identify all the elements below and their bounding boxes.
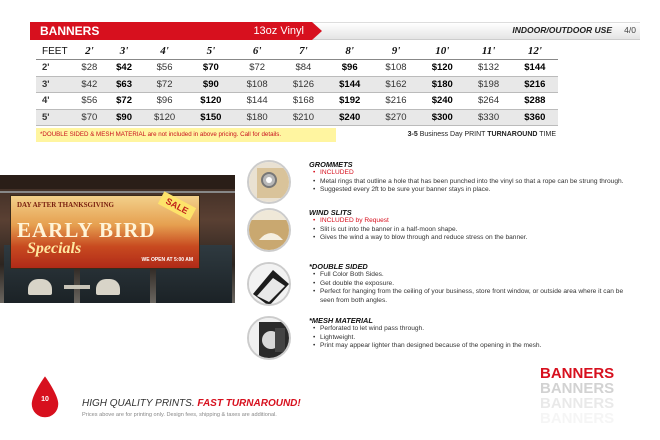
price-cell: $132 xyxy=(465,60,511,77)
feature-item: • Metal rings that outline a hole that has been punched into the vinyl so that a rope can be strung through. xyxy=(313,178,633,187)
price-cell: $72 xyxy=(107,93,142,110)
price-cell: $90 xyxy=(107,109,142,126)
row-height-label: 5' xyxy=(36,109,72,126)
column-header: 10' xyxy=(419,43,465,60)
banner-sale-tag: SALE xyxy=(158,191,196,220)
feature-list xyxy=(313,169,633,195)
price-cell: $72 xyxy=(234,60,280,77)
feature-item: • Slit is cut into the banner in a half-moon shape. xyxy=(313,226,633,235)
price-cell: $198 xyxy=(465,76,511,93)
feature-item: • Perfect for hanging from the ceiling of your business, store front window, or outside area where it can be seen from both angles. xyxy=(313,288,633,305)
price-cell: $56 xyxy=(141,60,187,77)
price-cell: $264 xyxy=(465,93,511,110)
price-cell: $162 xyxy=(373,76,419,93)
tagline xyxy=(82,398,301,409)
table-row xyxy=(36,60,558,77)
price-cell: $216 xyxy=(512,76,558,93)
sample-banner xyxy=(10,195,200,269)
header-title: BANNERS xyxy=(40,24,100,38)
price-cell: $96 xyxy=(327,60,373,77)
mesh-material-icon xyxy=(247,316,291,360)
price-cell: $42 xyxy=(107,60,142,77)
banner-line4: WE OPEN AT 5:00 AM xyxy=(141,257,193,263)
price-cell: $63 xyxy=(107,76,142,93)
feature-title: GROMMETS xyxy=(309,160,353,169)
turnaround-suffix: TIME xyxy=(537,131,556,138)
double-sided-icon xyxy=(247,262,291,306)
brand-reflection: BANNERS xyxy=(540,395,615,412)
column-header: 5' xyxy=(188,43,234,60)
price-cell: $216 xyxy=(373,93,419,110)
row-height-label: 4' xyxy=(36,93,72,110)
feature-list xyxy=(313,271,633,305)
price-cell: $70 xyxy=(72,109,107,126)
header-use: INDOOR/OUTDOOR USE xyxy=(512,25,612,35)
column-header: 4' xyxy=(141,43,187,60)
price-cell: $120 xyxy=(188,93,234,110)
price-cell: $180 xyxy=(234,109,280,126)
price-cell: $288 xyxy=(512,93,558,110)
banner-line2: EARLY BIRD xyxy=(17,218,156,242)
price-cell: $120 xyxy=(419,60,465,77)
feature-item: • Full Color Both Sides. xyxy=(313,271,633,280)
column-header: 3' xyxy=(107,43,142,60)
section-header xyxy=(30,22,640,40)
price-cell: $90 xyxy=(188,76,234,93)
table-row xyxy=(36,109,558,126)
chair xyxy=(28,279,52,295)
price-cell: $180 xyxy=(419,76,465,93)
storefront-photo xyxy=(0,175,235,303)
price-cell: $270 xyxy=(373,109,419,126)
grommet-icon xyxy=(247,160,291,204)
brand-text: BANNERS xyxy=(540,365,615,382)
price-cell: $360 xyxy=(512,109,558,126)
price-cell: $72 xyxy=(141,76,187,93)
row-height-label: 3' xyxy=(36,76,72,93)
page-number: 10 xyxy=(41,396,49,403)
column-header: 9' xyxy=(373,43,419,60)
feature-list xyxy=(313,217,633,243)
price-cell: $144 xyxy=(512,60,558,77)
price-cell: $108 xyxy=(373,60,419,77)
price-cell: $144 xyxy=(234,93,280,110)
brand-reflection: BANNERS xyxy=(540,410,615,427)
column-header: 7' xyxy=(280,43,326,60)
price-cell: $96 xyxy=(141,93,187,110)
cafe-table xyxy=(64,285,90,289)
price-cell: $210 xyxy=(280,109,326,126)
price-cell: $144 xyxy=(327,76,373,93)
price-table xyxy=(36,43,558,126)
price-cell: $84 xyxy=(280,60,326,77)
price-cell: $240 xyxy=(419,93,465,110)
column-header: 8' xyxy=(327,43,373,60)
chair xyxy=(96,279,120,295)
price-cell: $240 xyxy=(327,109,373,126)
banner-line3: Specials xyxy=(27,240,82,257)
header-arrow xyxy=(312,22,322,40)
table-header-row xyxy=(36,43,558,60)
disclaimer: Prices above are for printing only. Design fees, shipping & taxes are additional. xyxy=(82,412,277,418)
tagline-bold: FAST TURNAROUND! xyxy=(197,398,301,409)
feature-item: • Print may appear lighter than designed because of the opening in the mesh. xyxy=(313,342,633,351)
header-material: 13oz Vinyl xyxy=(253,25,304,37)
brand-logo xyxy=(540,366,614,426)
price-cell: $168 xyxy=(280,93,326,110)
awning xyxy=(0,175,235,189)
banner-rope xyxy=(0,191,235,193)
row-height-label: 2' xyxy=(36,60,72,77)
header-red-bar xyxy=(30,22,312,40)
column-header: FEET xyxy=(36,43,72,60)
feature-title: WIND SLITS xyxy=(309,208,352,217)
price-cell: $120 xyxy=(141,109,187,126)
feature-item: • Get double the exposure. xyxy=(313,280,633,289)
banner-line1: DAY AFTER THANKSGIVING xyxy=(17,201,114,209)
note-left: *DOUBLE SIDED & MESH MATERIAL are not included in above pricing. Call for details. xyxy=(36,128,336,142)
feature-item: • Gives the wind a way to blow through and reduce stress on the banner. xyxy=(313,234,633,243)
turnaround-mid: Business Day PRINT xyxy=(417,131,488,138)
table-row xyxy=(36,76,558,93)
price-cell: $150 xyxy=(188,109,234,126)
turnaround-bold: TURNAROUND xyxy=(487,131,538,138)
feature-item: • INCLUDED xyxy=(313,169,633,178)
price-cell: $28 xyxy=(72,60,107,77)
price-cell: $42 xyxy=(72,76,107,93)
feature-item: • Perforated to let wind pass through. xyxy=(313,325,633,334)
column-header: 2' xyxy=(72,43,107,60)
price-cell: $330 xyxy=(465,109,511,126)
note-right xyxy=(408,128,556,142)
pricing-note xyxy=(36,128,558,142)
column-header: 12' xyxy=(512,43,558,60)
brand-reflection: BANNERS xyxy=(540,380,615,397)
turnaround-days: 3-5 xyxy=(407,131,418,138)
column-header: 6' xyxy=(234,43,280,60)
wind-slit-icon xyxy=(247,208,291,252)
price-cell: $192 xyxy=(327,93,373,110)
feature-title: *DOUBLE SIDED xyxy=(309,262,368,271)
column-header: 11' xyxy=(465,43,511,60)
price-cell: $108 xyxy=(234,76,280,93)
feature-item: • INCLUDED by Request xyxy=(313,217,633,226)
feature-list xyxy=(313,325,633,351)
price-cell: $70 xyxy=(188,60,234,77)
header-page-ref: 4/0 xyxy=(624,25,636,35)
tagline-plain: HIGH QUALITY PRINTS. xyxy=(82,398,198,409)
feature-item: • Suggested every 2ft to be sure your banner stays in place. xyxy=(313,186,633,195)
price-cell: $56 xyxy=(72,93,107,110)
table-row xyxy=(36,93,558,110)
price-cell: $300 xyxy=(419,109,465,126)
feature-item: • Lightweight. xyxy=(313,334,633,343)
feature-title: *MESH MATERIAL xyxy=(309,316,373,325)
price-cell: $126 xyxy=(280,76,326,93)
